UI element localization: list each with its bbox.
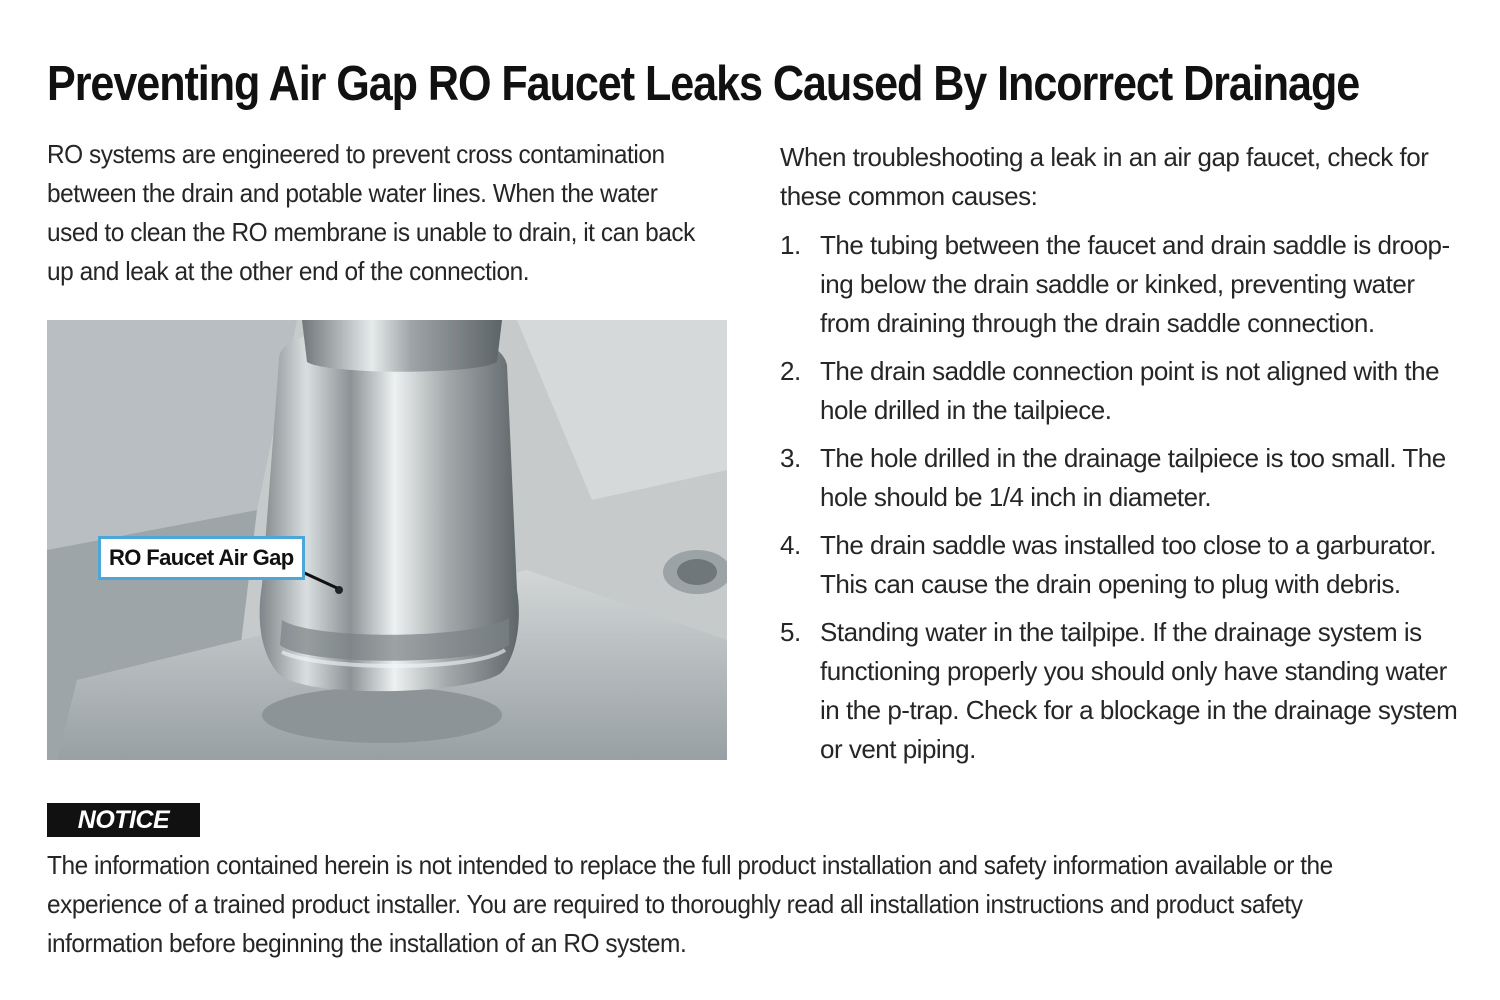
list-item-text: Standing water in the tailpipe. If the drainage system is functioning properly you should only have standing water in the p-trap. Check for a blockage in the drainage system or vent piping.: [820, 617, 1458, 764]
causes-list: [780, 226, 1480, 769]
notice-text: The information contained herein is not intended to replace the full product installation and safety information available or the experience of a trained product installer. You are required to thoroughly read all installation instructions and product safety information before beginning the installation of an RO system.: [47, 850, 1333, 958]
list-item: [780, 352, 1480, 430]
list-item-number: 4.: [780, 530, 801, 560]
list-item-text: The drain saddle was installed too close to a garburator. This can cause the drain opening to plug with debris.: [820, 530, 1437, 599]
list-item-text: The hole drilled in the drainage tailpiece is too small. The hole should be 1/4 inch in diameter.: [820, 443, 1446, 512]
list-item-text: The drain saddle connection point is not aligned with the hole drilled in the tailpiece.: [820, 356, 1440, 425]
list-item-number: 3.: [780, 443, 801, 473]
page-title: Preventing Air Gap RO Faucet Leaks Caused By Incorrect Drainage: [47, 57, 1360, 111]
list-item-number: 5.: [780, 617, 801, 647]
troubleshooting-intro: When troubleshooting a leak in an air gap faucet, check for these common causes:: [780, 142, 1429, 211]
list-item: [780, 439, 1480, 517]
list-item-number: 2.: [780, 356, 801, 386]
intro-paragraph: RO systems are engineered to prevent cross contamination between the drain and potable water lines. When the water used to clean the RO membrane is unable to drain, it can back up and leak at the other end of the connection.: [47, 139, 695, 286]
list-item-text: The tubing between the faucet and drain saddle is droop-ing below the drain saddle or kinked, preventing water from draining through the drain saddle connection.: [820, 230, 1450, 338]
air-gap-callout: RO Faucet Air Gap: [98, 536, 305, 580]
notice-badge: NOTICE: [47, 803, 200, 837]
list-item: [780, 613, 1480, 769]
list-item: [780, 526, 1480, 604]
troubleshooting-section: [780, 138, 1480, 778]
list-item: [780, 226, 1480, 343]
list-item-number: 1.: [780, 230, 801, 260]
